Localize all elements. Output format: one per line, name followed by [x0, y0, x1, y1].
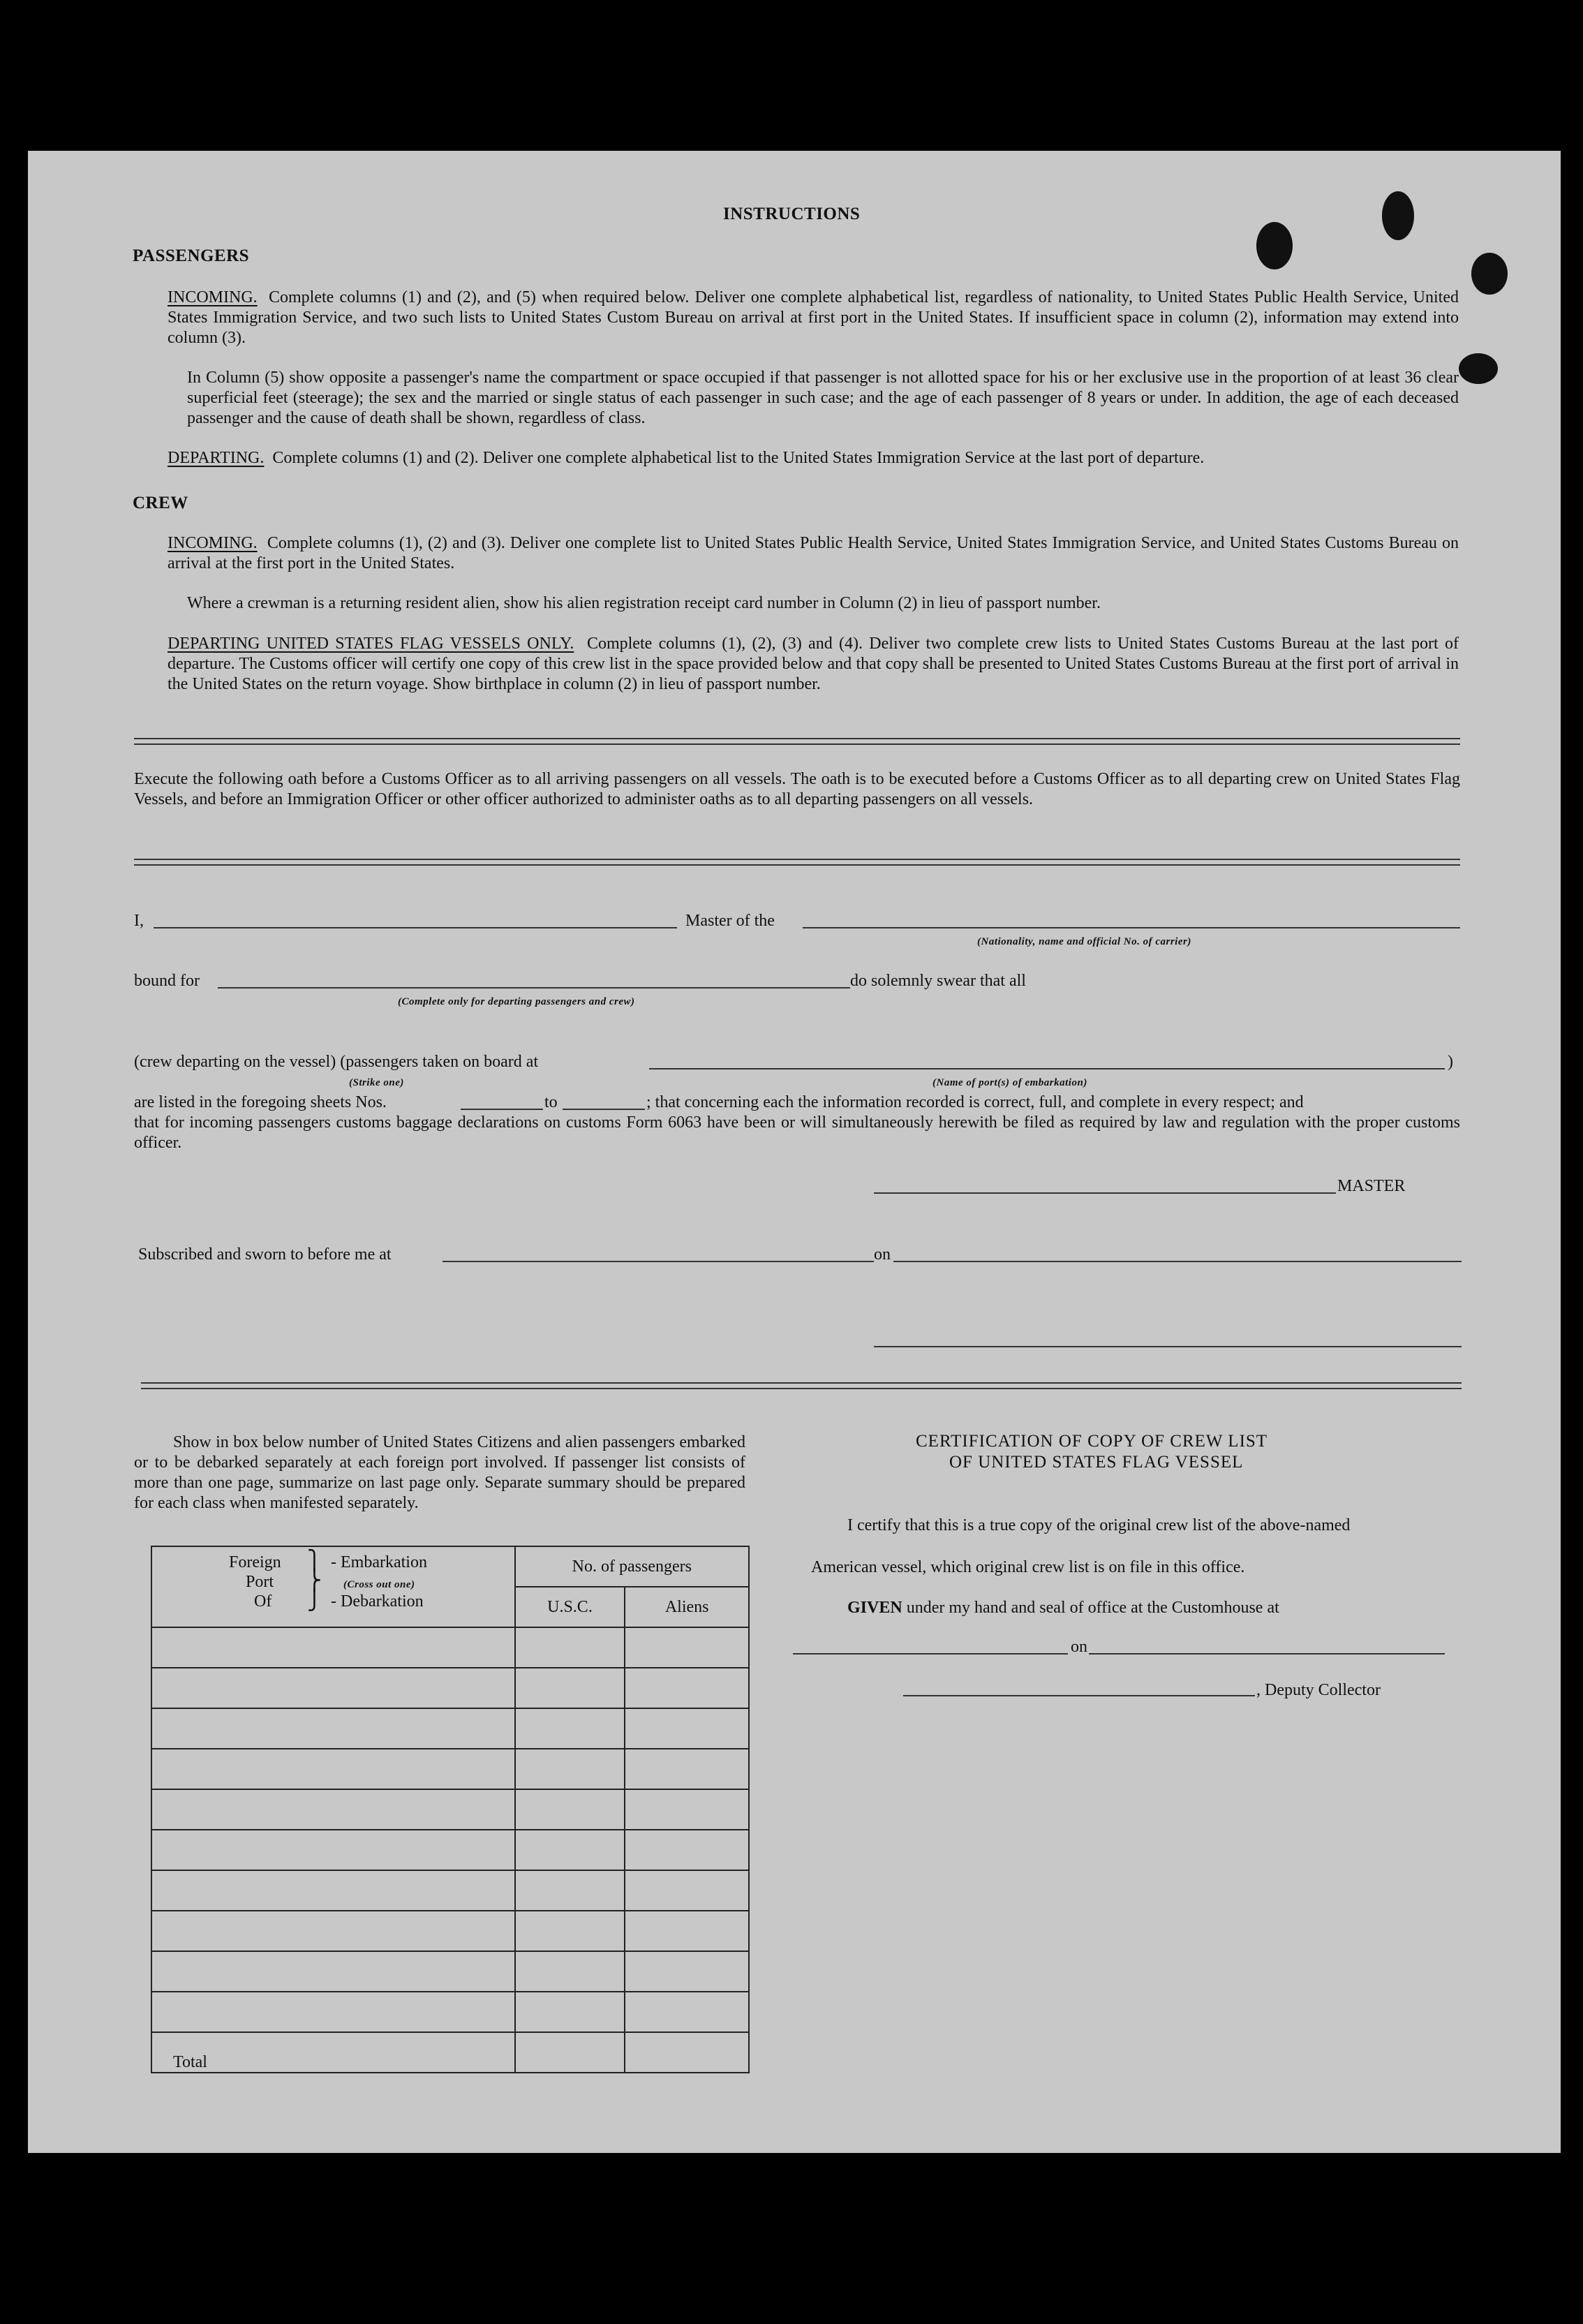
table-row: [151, 1708, 749, 1749]
certify-text: I certify that this is a true copy of the original crew list of the above-named: [847, 1516, 1351, 1534]
summary-usc-cell[interactable]: [515, 1992, 625, 2032]
total-usc-cell[interactable]: [515, 2032, 625, 2073]
embarkation-label: - Embarkation: [331, 1553, 427, 1571]
instructions-title: INSTRUCTIONS: [723, 205, 861, 223]
cross-out-caption: (Cross out one): [343, 1579, 415, 1590]
table-row: [151, 1668, 749, 1708]
summary-port-cell[interactable]: [151, 1951, 515, 1992]
section-divider: [134, 738, 1460, 745]
table-row: [151, 1830, 749, 1870]
passengers-departing-paragraph: [168, 448, 1459, 468]
summary-port-cell[interactable]: [151, 1627, 515, 1668]
summary-port-cell[interactable]: [151, 1668, 515, 1708]
subscribed-place-field[interactable]: [443, 1261, 874, 1262]
passengers-header-cell: [515, 1546, 749, 1587]
sheet-to-field[interactable]: [563, 1109, 645, 1110]
to-label: to: [544, 1093, 558, 1111]
summary-usc-cell[interactable]: [515, 1830, 625, 1870]
deputy-collector-signature-field[interactable]: [903, 1695, 1255, 1696]
summary-aliens-cell[interactable]: [625, 1870, 749, 1911]
table-row: [151, 1870, 749, 1911]
master-label: MASTER: [1337, 1177, 1406, 1195]
carrier-field[interactable]: [803, 927, 1460, 928]
debarkation-label: - Debarkation: [331, 1592, 424, 1611]
crew-heading: CREW: [133, 494, 188, 512]
summary-aliens-cell[interactable]: [625, 1789, 749, 1830]
table-row: [151, 1627, 749, 1668]
total-aliens-cell[interactable]: [625, 2032, 749, 2073]
summary-port-cell[interactable]: [151, 1830, 515, 1870]
certification-title-line1: CERTIFICATION OF COPY OF CREW LIST: [916, 1432, 1268, 1451]
usc-label: U.S.C.: [547, 1597, 593, 1616]
sheet-from-field[interactable]: [461, 1109, 543, 1110]
table-row: [151, 1951, 749, 1992]
crew-departing-text: Complete columns (1), (2), (3) and (4). Deliver two complete crew lists to United States Customs Bureau at the last port of departure. The Customs officer will certify one copy of this crew list in the space provided below and that copy shall be presented to United States Customs Bureau at the first port of arrival in the United States on the return voyage. Show birthplace in column (2) in lieu of passport number.: [168, 635, 1459, 693]
foreign-label: Foreign: [229, 1553, 281, 1571]
section-divider: [134, 859, 1460, 866]
summary-aliens-cell[interactable]: [625, 1992, 749, 2032]
crew-departing-label: DEPARTING UNITED STATES FLAG VESSELS ONLY.: [168, 635, 574, 653]
subscribed-label: Subscribed and sworn to before me at: [138, 1245, 392, 1264]
port-header-cell: [151, 1546, 515, 1627]
summary-usc-cell[interactable]: [515, 1870, 625, 1911]
ink-blot: [1256, 222, 1293, 269]
summary-aliens-cell[interactable]: [625, 1830, 749, 1870]
bound-for-field[interactable]: [218, 987, 850, 989]
summary-usc-cell[interactable]: [515, 1749, 625, 1789]
summary-port-cell[interactable]: [151, 1789, 515, 1830]
master-name-field[interactable]: [154, 927, 677, 928]
summary-rows: [151, 1627, 749, 2032]
listed-text-continued: that for incoming passengers customs baggage declarations on customs Form 6063 have been or will simultaneously herewith be filed as required by law and regulation with the proper customs officer.: [134, 1113, 1460, 1152]
given-line: [847, 1597, 1279, 1618]
table-row: [151, 1789, 749, 1830]
passengers-departing-label: DEPARTING.: [168, 449, 265, 467]
table-row: [151, 1911, 749, 1951]
summary-usc-cell[interactable]: [515, 1951, 625, 1992]
customhouse-field[interactable]: [793, 1653, 1068, 1655]
officer-signature-field[interactable]: [874, 1346, 1462, 1347]
master-signature-field[interactable]: [874, 1192, 1336, 1194]
embarkation-port-caption: (Name of port(s) of embarkation): [932, 1077, 1087, 1088]
summary-usc-cell[interactable]: [515, 1708, 625, 1749]
summary-port-cell[interactable]: [151, 1749, 515, 1789]
embarkation-port-field[interactable]: [649, 1068, 1445, 1070]
summary-usc-cell[interactable]: [515, 1668, 625, 1708]
table-row: [151, 1992, 749, 2032]
passengers-incoming-label: INCOMING.: [168, 288, 258, 306]
total-label: Total: [173, 2053, 207, 2071]
form-sheet: [28, 151, 1561, 2153]
carrier-caption: (Nationality, name and official No. of carrier): [977, 936, 1191, 947]
close-paren: ): [1448, 1053, 1453, 1071]
strike-one-caption: (Strike one): [349, 1077, 404, 1088]
passengers-column5-paragraph: In Column (5) show opposite a passenger's name the compartment or space occupied if that passenger is not allotted space for his or her exclusive use in the proportion of at least 36 clear superficial feet (steerage); the sex and the married or single status of each passenger in such case; and the age of each passenger of 8 years or under. In addition, the age of each deceased passenger and the cause of death shall be shown, regardless of class.: [187, 369, 1459, 427]
summary-port-cell[interactable]: [151, 1870, 515, 1911]
bound-for-label: bound for: [134, 972, 200, 990]
given-text: under my hand and seal of office at the Customhouse at: [906, 1599, 1279, 1617]
summary-port-cell[interactable]: [151, 1911, 515, 1951]
american-vessel-text: American vessel, which original crew list is on file in this office.: [811, 1558, 1245, 1576]
given-label: GIVEN: [847, 1599, 902, 1617]
aliens-header-cell: [625, 1587, 749, 1627]
certification-on-label: on: [1071, 1638, 1087, 1656]
usc-header-cell: [515, 1587, 625, 1627]
summary-instructions: Show in box below number of United States Citizens and alien passengers embarked or to be debarked separately at each foreign port involved. If passenger list consists of more than one page, summarize on last page only. Separate summary should be prepared for each class when manifested separately.: [134, 1433, 745, 1512]
summary-port-cell[interactable]: [151, 1708, 515, 1749]
listed-text: ; that concerning each the information recorded is correct, full, and complete in every respect; and: [646, 1093, 1304, 1111]
summary-port-cell[interactable]: [151, 1992, 515, 2032]
of-label: Of: [254, 1592, 272, 1611]
passengers-incoming-text: Complete columns (1) and (2), and (5) when required below. Deliver one complete alphabetical list, regardless of nationality, to United States Public Health Service, United States Immigration Service, and two such lists to United States Custom Bureau on arrival at first port in the United States. If insufficient space in column (2), information may extend into column (3).: [168, 288, 1459, 347]
oath-execute-paragraph: Execute the following oath before a Customs Officer as to all arriving passengers on all vessels. The oath is to be executed before a Customs Officer as to all departing crew on United States Flag Vessels, and before an Immigration Officer or other officer authorized to administer oaths as to all departing passengers on all vessels.: [134, 770, 1460, 808]
oath-i-label: I,: [134, 912, 144, 930]
summary-usc-cell[interactable]: [515, 1789, 625, 1830]
total-cell: [151, 2032, 515, 2073]
summary-aliens-cell[interactable]: [625, 1627, 749, 1668]
subscribed-date-field[interactable]: [893, 1261, 1462, 1262]
summary-aliens-cell[interactable]: [625, 1668, 749, 1708]
ink-blot: [1459, 353, 1498, 384]
crew-incoming-paragraph: [168, 533, 1459, 574]
swear-text: do solemnly swear that all: [850, 972, 1026, 990]
summary-usc-cell[interactable]: [515, 1911, 625, 1951]
summary-aliens-cell[interactable]: [625, 1749, 749, 1789]
subscribed-on-label: on: [874, 1245, 891, 1264]
ink-blot: [1471, 253, 1508, 295]
summary-usc-cell[interactable]: [515, 1627, 625, 1668]
deputy-collector-label: , Deputy Collector: [1256, 1681, 1381, 1699]
aliens-label: Aliens: [664, 1597, 709, 1616]
no-of-passengers-label: No. of passengers: [572, 1557, 692, 1576]
bound-for-caption: (Complete only for departing passengers and crew): [398, 996, 635, 1007]
crew-resident-paragraph: Where a crewman is a returning resident alien, show his alien registration receipt card number in Column (2) in lieu of passport number.: [187, 594, 1101, 612]
master-of-the-label: Master of the: [685, 912, 775, 930]
ink-blot: [1382, 191, 1414, 240]
certification-date-field[interactable]: [1089, 1653, 1445, 1655]
summary-aliens-cell[interactable]: [625, 1911, 749, 1951]
passengers-departing-text: Complete columns (1) and (2). Deliver one complete alphabetical list to the United States Immigration Service at the last port of departure.: [272, 449, 1205, 467]
port-label: Port: [246, 1573, 274, 1591]
crew-departing-oath-text: (crew departing on the vessel) (passengers taken on board at: [134, 1053, 539, 1071]
brace-symbol: ⎫ ⎬ ⎭: [307, 1550, 322, 1611]
certification-title-line2: OF UNITED STATES FLAG VESSEL: [949, 1453, 1244, 1472]
summary-aliens-cell[interactable]: [625, 1951, 749, 1992]
crew-departing-paragraph: [168, 634, 1459, 695]
passengers-incoming-paragraph: [168, 288, 1459, 348]
table-row: [151, 1749, 749, 1789]
passenger-summary-table: [151, 1546, 750, 2073]
passengers-heading: PASSENGERS: [133, 246, 250, 265]
crew-incoming-text: Complete columns (1), (2) and (3). Deliver one complete list to United States Public Health Service, United States Immigration Service, and United States Customs Bureau on arrival at the first port in the United States.: [168, 534, 1459, 572]
section-divider: [141, 1382, 1462, 1389]
listed-prefix: are listed in the foregoing sheets Nos.: [134, 1093, 387, 1111]
summary-aliens-cell[interactable]: [625, 1708, 749, 1749]
crew-incoming-label: INCOMING.: [168, 534, 258, 552]
